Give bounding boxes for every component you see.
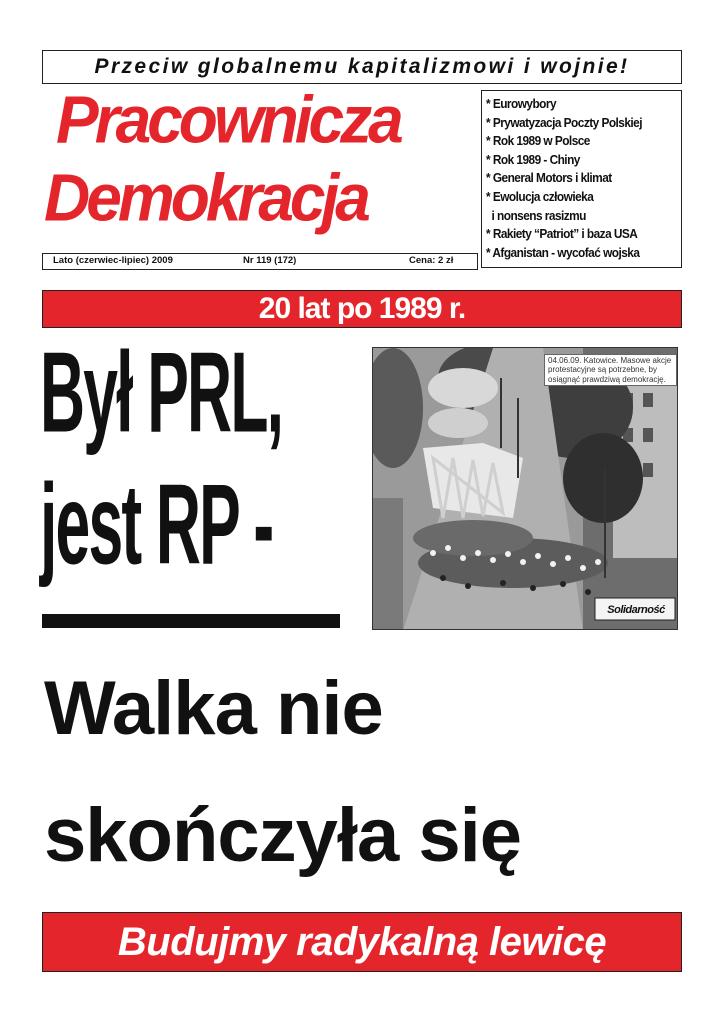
- contents-item: * Eurowybory: [486, 96, 557, 111]
- contents-item: i nonsens rasizmu: [486, 207, 586, 223]
- footer-banner: Budujmy radykalną lewicę: [42, 912, 682, 972]
- headline-line2: jest RP -: [40, 461, 273, 589]
- solidarnosc-sign-text: Solidarność: [607, 604, 665, 616]
- photo-caption: 04.06.09. Katowice. Masowe akcje protestacyjne są potrzebne, by osiągnąć prawdziwą demokrację.: [544, 354, 677, 386]
- section-banner: 20 lat po 1989 r.: [42, 290, 682, 328]
- contents-item: * Ewolucja człowieka: [486, 188, 594, 204]
- headline-rule: [42, 614, 340, 628]
- contents-box: [481, 90, 682, 268]
- headline-line1: Był PRL,: [40, 329, 283, 457]
- issue-info-bar: [42, 253, 478, 270]
- masthead-title-line1: Pracownicza: [56, 81, 400, 158]
- masthead-slogan: Przeciw globalnemu kapitalizmowi i wojnie!: [42, 50, 682, 84]
- contents-item: * General Motors i klimat: [486, 170, 612, 186]
- masthead-title-line2: Demokracja: [44, 159, 367, 236]
- contents-item: * Prywatyzacja Poczty Polskiej: [486, 114, 642, 130]
- headline-line4: skończyła się: [44, 793, 522, 878]
- issue-date: Lato (czerwiec-lipiec) 2009: [53, 255, 173, 266]
- contents-item: * Rok 1989 w Polsce: [486, 133, 590, 149]
- issue-number: Nr 119 (172): [243, 255, 297, 266]
- headline-line3: Walka nie: [44, 666, 383, 751]
- protest-photo: [372, 347, 678, 630]
- issue-price: Cena: 2 zł: [409, 255, 454, 266]
- contents-item: * Rok 1989 - Chiny: [486, 151, 580, 167]
- contents-item: * Afganistan - wycofać wojska: [486, 244, 640, 260]
- contents-item: * Rakiety “Patriot” i baza USA: [486, 226, 638, 242]
